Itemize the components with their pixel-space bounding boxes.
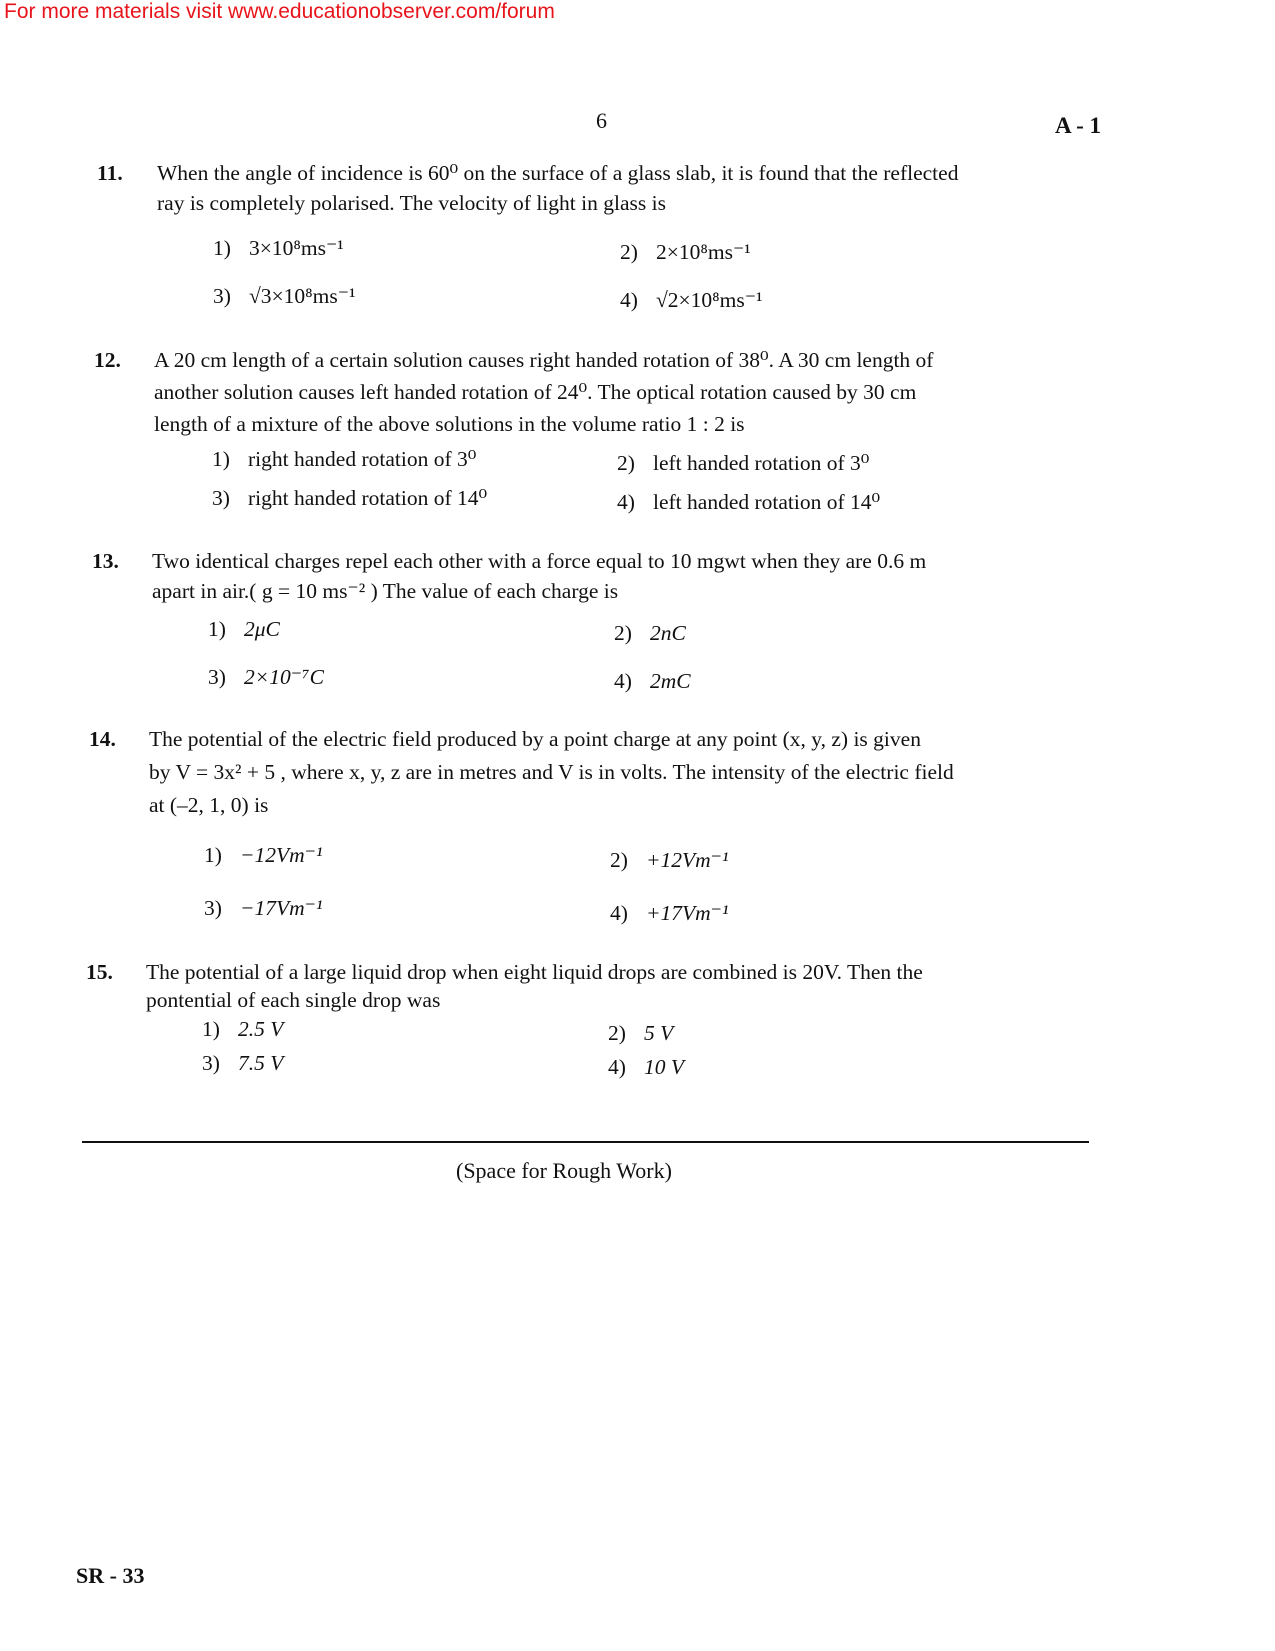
question-text-line: apart in air.( g = 10 ms⁻² ) The value of each charge is	[152, 579, 619, 603]
footer-code: SR - 33	[76, 1563, 145, 1588]
option-text: left handed rotation of 3⁰	[653, 451, 870, 475]
question-text-line: Two identical charges repel each other with a force equal to 10 mgwt when they are 0.6 m	[152, 549, 927, 573]
option-text: 2×10⁻⁷C	[244, 665, 324, 689]
option-text: 2nC	[650, 621, 686, 645]
option-number: 2)	[617, 451, 635, 475]
rough-work-label: (Space for Rough Work)	[456, 1158, 672, 1183]
option-text: left handed rotation of 14⁰	[653, 490, 881, 514]
question-number: 11.	[97, 161, 123, 185]
option-number: 2)	[614, 621, 632, 645]
option-text: √3×10⁸ms⁻¹	[249, 284, 356, 308]
option-15-2	[608, 1021, 673, 1046]
question-number: 12.	[94, 348, 121, 372]
rough-work-divider	[82, 1141, 1089, 1143]
option-text: right handed rotation of 3⁰	[248, 447, 477, 471]
option-12-2	[617, 451, 869, 476]
question-15	[86, 958, 923, 1014]
option-number: 1)	[213, 236, 231, 260]
option-text: +12Vm⁻¹	[646, 848, 729, 872]
option-text: 3×10⁸ms⁻¹	[249, 236, 344, 260]
option-11-4	[620, 288, 763, 313]
question-text-line: ray is completely polarised. The velocity of light in glass is	[157, 191, 666, 215]
question-12	[94, 344, 934, 440]
option-text: 5 V	[644, 1021, 674, 1045]
option-number: 3)	[204, 896, 222, 920]
option-number: 4)	[614, 669, 632, 693]
option-12-4	[617, 490, 880, 515]
question-text-line: at (–2, 1, 0) is	[149, 793, 269, 817]
question-text-line: The potential of a large liquid drop when eight liquid drops are combined is 20V. Then the	[146, 960, 923, 984]
question-14	[89, 723, 954, 822]
question-text-line: length of a mixture of the above solutions in the volume ratio 1 : 2 is	[154, 412, 745, 436]
question-text-line: pontential of each single drop was	[146, 988, 441, 1012]
option-number: 1)	[202, 1017, 220, 1041]
option-11-1	[213, 236, 344, 261]
option-number: 3)	[202, 1051, 220, 1075]
option-number: 2)	[620, 240, 638, 264]
question-text-line: another solution causes left handed rotation of 24⁰. The optical rotation caused by 30 cm	[154, 380, 917, 404]
option-15-4	[608, 1055, 684, 1080]
option-13-4	[614, 669, 691, 694]
option-13-2	[614, 621, 686, 646]
option-number: 3)	[208, 665, 226, 689]
option-14-3	[204, 896, 322, 921]
question-text-line: A 20 cm length of a certain solution causes right handed rotation of 38⁰. A 30 cm length of	[154, 348, 934, 372]
option-14-1	[204, 843, 322, 868]
option-text: −17Vm⁻¹	[240, 896, 323, 920]
question-text-line: When the angle of incidence is 60⁰ on the surface of a glass slab, it is found that the reflected	[157, 161, 959, 185]
option-text: right handed rotation of 14⁰	[248, 486, 488, 510]
option-text: +17Vm⁻¹	[646, 901, 729, 925]
option-text: 2×10⁸ms⁻¹	[656, 240, 751, 264]
option-number: 1)	[204, 843, 222, 867]
question-text-line: The potential of the electric field produced by a point charge at any point (x, y, z) is given	[149, 727, 921, 751]
option-text: 10 V	[644, 1055, 685, 1079]
option-number: 4)	[608, 1055, 626, 1079]
option-11-2	[620, 240, 751, 265]
paper-code: A - 1	[1055, 113, 1101, 138]
option-text: −12Vm⁻¹	[240, 843, 323, 867]
option-number: 2)	[610, 848, 628, 872]
source-banner: For more materials visit www.educationobserver.com/forum	[4, 0, 555, 23]
page-number: 6	[596, 108, 607, 133]
option-13-1	[208, 617, 280, 642]
option-12-1	[212, 447, 476, 472]
option-number: 3)	[212, 486, 230, 510]
option-15-3	[202, 1051, 283, 1076]
option-15-1	[202, 1017, 283, 1042]
option-text: √2×10⁸ms⁻¹	[656, 288, 763, 312]
question-text-line: by V = 3x² + 5 , where x, y, z are in metres and V is in volts. The intensity of the electric field	[149, 760, 954, 784]
question-13	[92, 546, 927, 606]
option-14-4	[610, 901, 728, 926]
option-number: 1)	[208, 617, 226, 641]
option-13-3	[208, 665, 324, 690]
option-text: 2.5 V	[238, 1017, 284, 1041]
option-number: 3)	[213, 284, 231, 308]
option-text: 7.5 V	[238, 1051, 284, 1075]
question-number: 14.	[89, 727, 116, 751]
option-text: 2mC	[650, 669, 691, 693]
option-number: 1)	[212, 447, 230, 471]
option-text: 2μC	[244, 617, 280, 641]
question-number: 15.	[86, 960, 113, 984]
option-11-3	[213, 284, 356, 309]
option-number: 4)	[610, 901, 628, 925]
option-number: 4)	[620, 288, 638, 312]
option-number: 2)	[608, 1021, 626, 1045]
option-12-3	[212, 486, 487, 511]
option-number: 4)	[617, 490, 635, 514]
question-number: 13.	[92, 549, 119, 573]
option-14-2	[610, 848, 728, 873]
question-11	[97, 158, 959, 218]
